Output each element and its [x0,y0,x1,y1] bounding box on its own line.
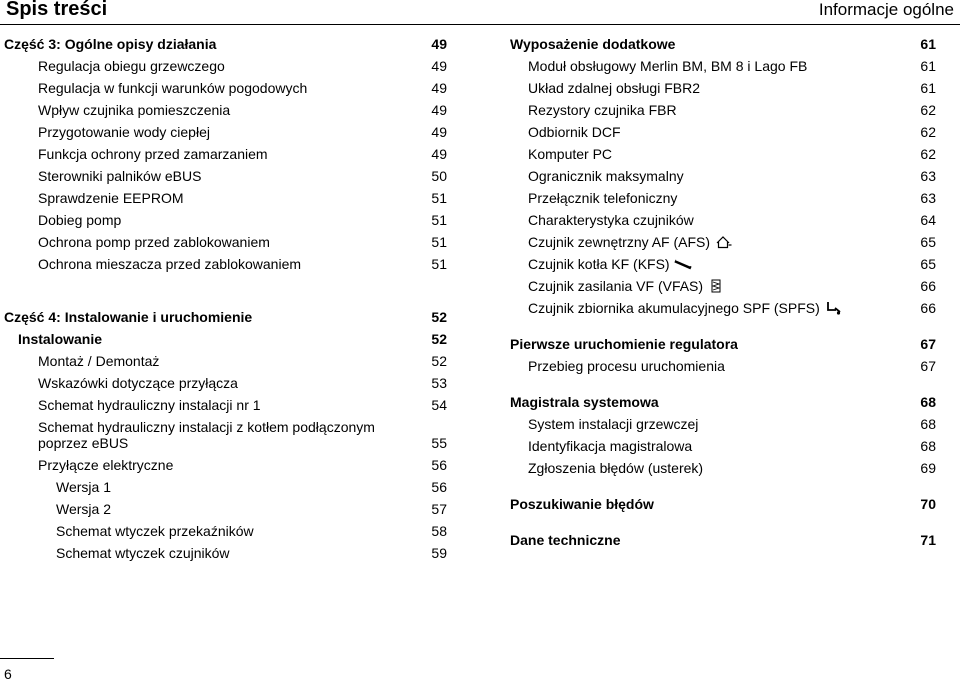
toc-entry-page: 50 [431,168,447,184]
toc-entry-page: 71 [920,532,936,548]
toc-entry-zgloszenia-bledow-usterek[interactable] [510,460,936,476]
toc-entry-label: Wyposażenie dodatkowe [510,36,676,52]
toc-entry-odbiornik-dcf[interactable] [510,124,936,140]
toc-entry-label: Dane techniczne [510,532,621,548]
toc-entry-przelacznik-telefoniczny[interactable] [510,190,936,206]
toc-entry-funkcja-ochrony-przed-zamarzaniem[interactable] [4,146,447,162]
toc-entry-label: Moduł obsługowy Merlin BM, BM 8 i Lago FB [528,58,808,74]
toc-entry-czujnik-zbiornika-akumulacyjnego-spf-spf[interactable] [510,300,936,316]
toc-entry-label: Sterowniki palników eBUS [38,168,202,184]
toc-entry-sprawdzenie-eeprom[interactable] [4,190,447,206]
toc-entry-page: 61 [920,58,936,74]
toc-entry-label: Przełącznik telefoniczny [528,190,678,206]
page-number: 6 [4,666,12,682]
toc-entry-sterowniki-palnikow-ebus[interactable] [4,168,447,184]
toc-entry-label: Czujnik zewnętrzny AF (AFS) [528,234,711,250]
toc-entry-ochrona-pomp-przed-zablokowaniem[interactable] [4,234,447,250]
toc-entry-label: System instalacji grzewczej [528,416,699,432]
toc-entry-label: Wersja 1 [56,479,111,495]
page-header [0,0,960,25]
toc-entry-page: 49 [431,36,447,52]
toc-entry-page: 69 [920,460,936,476]
toc-entry-label: Wskazówki dotyczące przyłącza [38,375,238,391]
toc-entry-label: Czujnik zasilania VF (VFAS) [528,278,704,294]
toc-entry-page: 68 [920,416,936,432]
toc-entry-wplyw-czujnika-pomieszczenia[interactable] [4,102,447,118]
toc-entry-page: 57 [431,501,447,517]
toc-entry-pierwsze-uruchomienie-regulatora[interactable] [510,336,936,352]
toc-entry-label: Przebieg procesu uruchomienia [528,358,725,374]
flow-sensor-icon [703,278,725,294]
outdoor-sensor-icon [710,234,732,250]
toc-entry-wskazowki-dotyczace-przylacza[interactable] [4,375,447,391]
toc-entry-page: 49 [431,124,447,140]
toc-entry-label: Komputer PC [528,146,613,162]
toc-entry-label: Poszukiwanie błędów [510,496,654,512]
toc-entry-label: Rezystory czujnika FBR [528,102,677,118]
toc-entry-schemat-wtyczek-czujnikow[interactable] [4,545,447,561]
toc-entry-label: Schemat wtyczek przekaźników [56,523,254,539]
toc-entry-label: Wersja 2 [56,501,111,517]
toc-entry-label: Zgłoszenia błędów (usterek) [528,460,704,476]
toc-entry-page: 49 [431,80,447,96]
toc-entry-charakterystyka-czujnikow[interactable] [510,212,936,228]
toc-entry-page: 65 [920,256,936,272]
boiler-sensor-icon [670,256,692,272]
toc-entry-page: 56 [431,457,447,473]
toc-entry-system-instalacji-grzewczej[interactable] [510,416,936,432]
toc-entry-czujnik-zewnetrzny-af-afs[interactable] [510,234,936,250]
toc-entry-label: Ochrona mieszacza przed zablokowaniem [38,256,302,272]
toc-entry-page: 58 [431,523,447,539]
toc-entry-page: 52 [431,331,447,347]
toc-entry-label: Schemat wtyczek czujników [56,545,230,561]
toc-entry-label: Regulacja w funkcji warunków pogodowych [38,80,308,96]
toc-entry-label: Schemat hydrauliczny instalacji z kotłem podłączonym poprzez eBUS [38,419,375,451]
toc-entry-page: 52 [431,309,447,325]
toc-entry-label: Czujnik kotła KF (KFS) [528,256,670,272]
toc-entry-label: Część 3: Ogólne opisy działania [4,36,217,52]
toc-entry-przygotowanie-wody-cieplej[interactable] [4,124,447,140]
toc-entry-instalowanie[interactable] [4,331,447,347]
toc-entry-wersja-2[interactable] [4,501,447,517]
toc-entry-label: Odbiornik DCF [528,124,621,140]
toc-entry-page: 61 [920,36,936,52]
toc-entry-page: 51 [431,256,447,272]
toc-entry-label: Identyfikacja magistralowa [528,438,693,454]
toc-entry-page: 62 [920,102,936,118]
toc-entry-ogranicznik-maksymalny[interactable] [510,168,936,184]
toc-entry-czesc-4-instalowanie-i-uruchomienie[interactable] [4,309,447,325]
toc-entry-page: 68 [920,394,936,410]
toc-entry-label: Regulacja obiegu grzewczego [38,58,225,74]
toc-left-column [4,36,447,567]
toc-entry-page: 59 [431,545,447,561]
toc-entry-label: Ogranicznik maksymalny [528,168,684,184]
toc-entry-page: 51 [431,212,447,228]
toc-entry-magistrala-systemowa[interactable] [510,394,936,410]
toc-entry-page: 67 [920,336,936,352]
toc-entry-label: Dobieg pomp [38,212,122,228]
toc-entry-page: 63 [920,190,936,206]
toc-entry-rezystory-czujnika-fbr[interactable] [510,102,936,118]
toc-entry-page: 70 [920,496,936,512]
toc-entry-label: Układ zdalnej obsługi FBR2 [528,80,700,96]
toc-entry-label: Montaż / Demontaż [38,353,160,369]
toc-entry-modul-obslugowy-merlin-bm-bm-8-i-lago-fb[interactable] [510,58,936,74]
toc-entry-label: Funkcja ochrony przed zamarzaniem [38,146,268,162]
toc-entry-ochrona-mieszacza-przed-zablokowaniem[interactable] [4,256,447,272]
toc-entry-komputer-pc[interactable] [510,146,936,162]
toc-entry-czujnik-kotla-kf-kfs[interactable] [510,256,936,272]
toc-entry-label: Sprawdzenie EEPROM [38,190,184,206]
toc-entry-schemat-hydrauliczny-instalacji-nr-1[interactable] [4,397,447,413]
toc-entry-dane-techniczne[interactable] [510,532,936,548]
toc-entry-regulacja-obiegu-grzewczego[interactable] [4,58,447,74]
toc-right-column [510,36,936,554]
toc-entry-page: 61 [920,80,936,96]
toc-entry-page: 54 [431,397,447,413]
toc-entry-przylacze-elektryczne[interactable] [4,457,447,473]
toc-entry-page: 53 [431,375,447,391]
toc-entry-label: Przygotowanie wody ciepłej [38,124,210,140]
toc-entry-page: 49 [431,102,447,118]
toc-entry-page: 49 [431,146,447,162]
toc-entry-montaz-demontaz[interactable] [4,353,447,369]
toc-entry-page: 51 [431,190,447,206]
toc-entry-czujnik-zasilania-vf-vfas[interactable] [510,278,936,294]
tank-sensor-icon [820,300,842,316]
toc-entry-label: Część 4: Instalowanie i uruchomienie [4,309,253,325]
toc-entry-schemat-hydrauliczny-instalacji-z-kotlem[interactable] [4,419,447,451]
toc-entry-uklad-zdalnej-obslugi-fbr2[interactable] [510,80,936,96]
toc-entry-label: Przyłącze elektryczne [38,457,174,473]
toc-entry-schemat-wtyczek-przekaznikow[interactable] [4,523,447,539]
toc-entry-label: Magistrala systemowa [510,394,659,410]
toc-entry-page: 65 [920,234,936,250]
toc-entry-label: Charakterystyka czujników [528,212,694,228]
toc-entry-page: 51 [431,234,447,250]
toc-entry-wersja-1[interactable] [4,479,447,495]
footer-divider [0,658,54,659]
toc-entry-page: 66 [920,278,936,294]
page-title: Spis treści [6,0,108,20]
toc-entry-page: 67 [920,358,936,374]
toc-entry-page: 55 [431,435,447,451]
toc-entry-page: 52 [431,353,447,369]
toc-entry-regulacja-w-funkcji-warunkow-pogodowych[interactable] [4,80,447,96]
toc-entry-czesc-3-ogolne-opisy-dzialania[interactable] [4,36,447,52]
toc-entry-label: Pierwsze uruchomienie regulatora [510,336,738,352]
toc-entry-label: Czujnik zbiornika akumulacyjnego SPF (SPFS) [528,300,820,316]
toc-entry-dobieg-pomp[interactable] [4,212,447,228]
section-title: Informacje ogólne [818,0,954,19]
toc-entry-page: 68 [920,438,936,454]
toc-entry-wyposazenie-dodatkowe[interactable] [510,36,936,52]
toc-entry-page: 62 [920,124,936,140]
toc-entry-identyfikacja-magistralowa[interactable] [510,438,936,454]
toc-entry-page: 49 [431,58,447,74]
toc-entry-page: 63 [920,168,936,184]
toc-entry-page: 64 [920,212,936,228]
toc-entry-label: Schemat hydrauliczny instalacji nr 1 [38,397,261,413]
toc-entry-page: 62 [920,146,936,162]
toc-entry-page: 56 [431,479,447,495]
toc-entry-label: Instalowanie [18,331,103,347]
toc-entry-label: Ochrona pomp przed zablokowaniem [38,234,270,250]
toc-entry-przebieg-procesu-uruchomienia[interactable] [510,358,936,374]
toc-entry-poszukiwanie-bledow[interactable] [510,496,936,512]
toc-entry-label: Wpływ czujnika pomieszczenia [38,102,231,118]
toc-entry-page: 66 [920,300,936,316]
